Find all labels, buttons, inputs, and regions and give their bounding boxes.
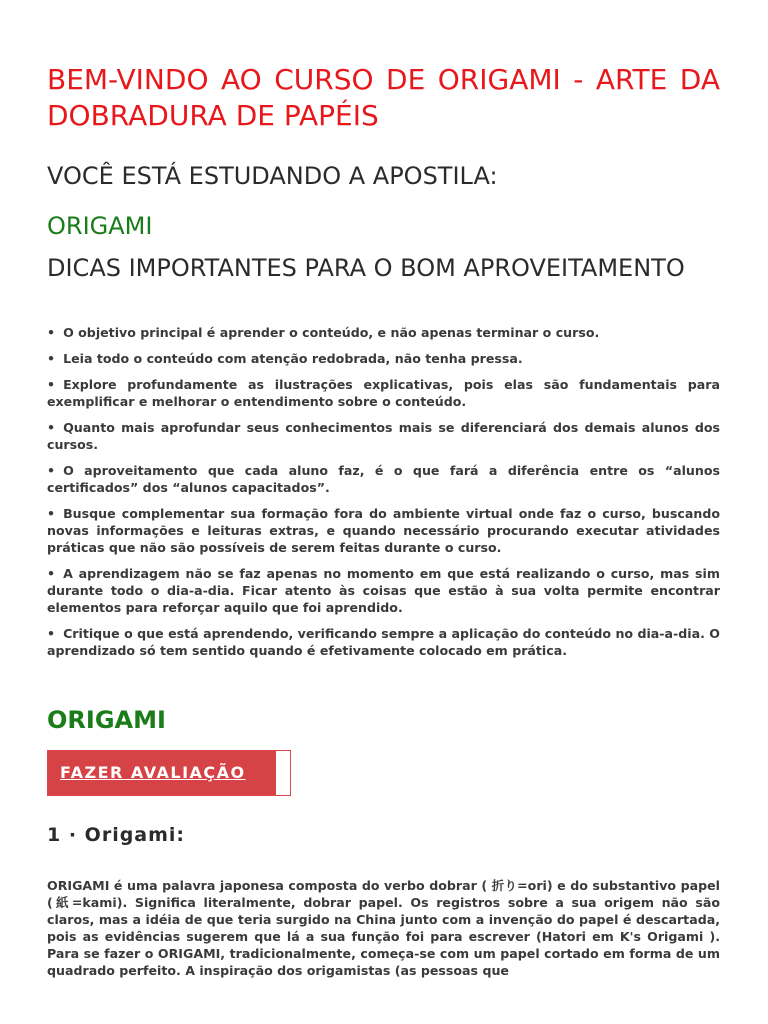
tip-item [47, 462, 720, 496]
tip-text: A aprendizagem não se faz apenas no momento em que está realizando o curso, mas sim durante todo o dia-a-dia. Ficar atento às coisas que estão à sua volta permite encontrar elementos para reforçar aquilo que foi aprendido. [47, 566, 720, 615]
page-title: BEM-VINDO AO CURSO DE ORIGAMI - ARTE DA DOBRADURA DE PAPÉIS [47, 63, 720, 132]
bullet-icon: • [47, 566, 56, 581]
tips-title: DICAS IMPORTANTES PARA O BOM APROVEITAMENTO [47, 254, 685, 282]
bullet-icon: • [47, 506, 56, 521]
bullet-icon: • [47, 626, 56, 641]
tip-item [47, 376, 720, 410]
lesson-title: 1 · Origami: [47, 824, 186, 846]
tip-text: Explore profundamente as ilustrações explicativas, pois elas são fundamentais para exemplificar e melhorar o entendimento sobre o conteúdo. [47, 377, 720, 409]
lesson-body: ORIGAMI é uma palavra japonesa composta do verbo dobrar ( 折り=ori) e do substantivo papel (紙=kami). Significa literalmente, dobrar papel. Os registros sobre a sua origem não são claros, mas a idéia de que teria surgido na China junto com a invenção do papel é descartada, pois as evidências sugerem que lá a sua função foi para escrever (Hatori em K's Origami ). Para se fazer o ORIGAMI, tradicionalmente, começa-se com um papel cortado em forma de um quadrado perfeito. A inspiração dos origamistas (as pessoas que [47, 878, 720, 978]
tip-text: Busque complementar sua formação fora do ambiente virtual onde faz o curso, buscando novas informações e leituras extras, e quando necessário procurando executar atividades práticas que não são possíveis de serem feitas durante o curso. [47, 506, 720, 555]
bullet-icon: • [47, 463, 56, 478]
bullet-icon: • [47, 325, 56, 340]
tip-text: Quanto mais aprofundar seus conhecimentos mais se diferenciará dos demais alunos dos cursos. [47, 420, 720, 452]
tip-text: Leia todo o conteúdo com atenção redobrada, não tenha pressa. [63, 351, 523, 366]
evaluation-button[interactable] [47, 750, 291, 796]
tip-text: O objetivo principal é aprender o conteúdo, e não apenas terminar o curso. [63, 325, 600, 340]
tip-text: Critique o que está aprendendo, verificando sempre a aplicação do conteúdo no dia-a-dia. O aprendizado só tem sentido quando é efetivamente colocado em prática. [47, 626, 720, 658]
tip-item [47, 505, 720, 556]
tip-item [47, 350, 720, 367]
bullet-icon: • [47, 351, 56, 366]
bullet-icon: • [47, 377, 56, 392]
subtitle: VOCÊ ESTÁ ESTUDANDO A APOSTILA: [47, 162, 498, 190]
tip-item [47, 625, 720, 659]
tip-text: O aproveitamento que cada aluno faz, é o que fará a diferência entre os “alunos certificados” dos “alunos capacitados”. [47, 463, 720, 495]
evaluation-button-label[interactable]: FAZER AVALIAÇÃO [60, 763, 246, 782]
tips-list [47, 324, 720, 668]
section-title: ORIGAMI [47, 706, 166, 734]
tip-item [47, 565, 720, 616]
course-name: ORIGAMI [47, 212, 153, 240]
tip-item [47, 324, 720, 341]
bullet-icon: • [47, 420, 56, 435]
tip-item [47, 419, 720, 453]
